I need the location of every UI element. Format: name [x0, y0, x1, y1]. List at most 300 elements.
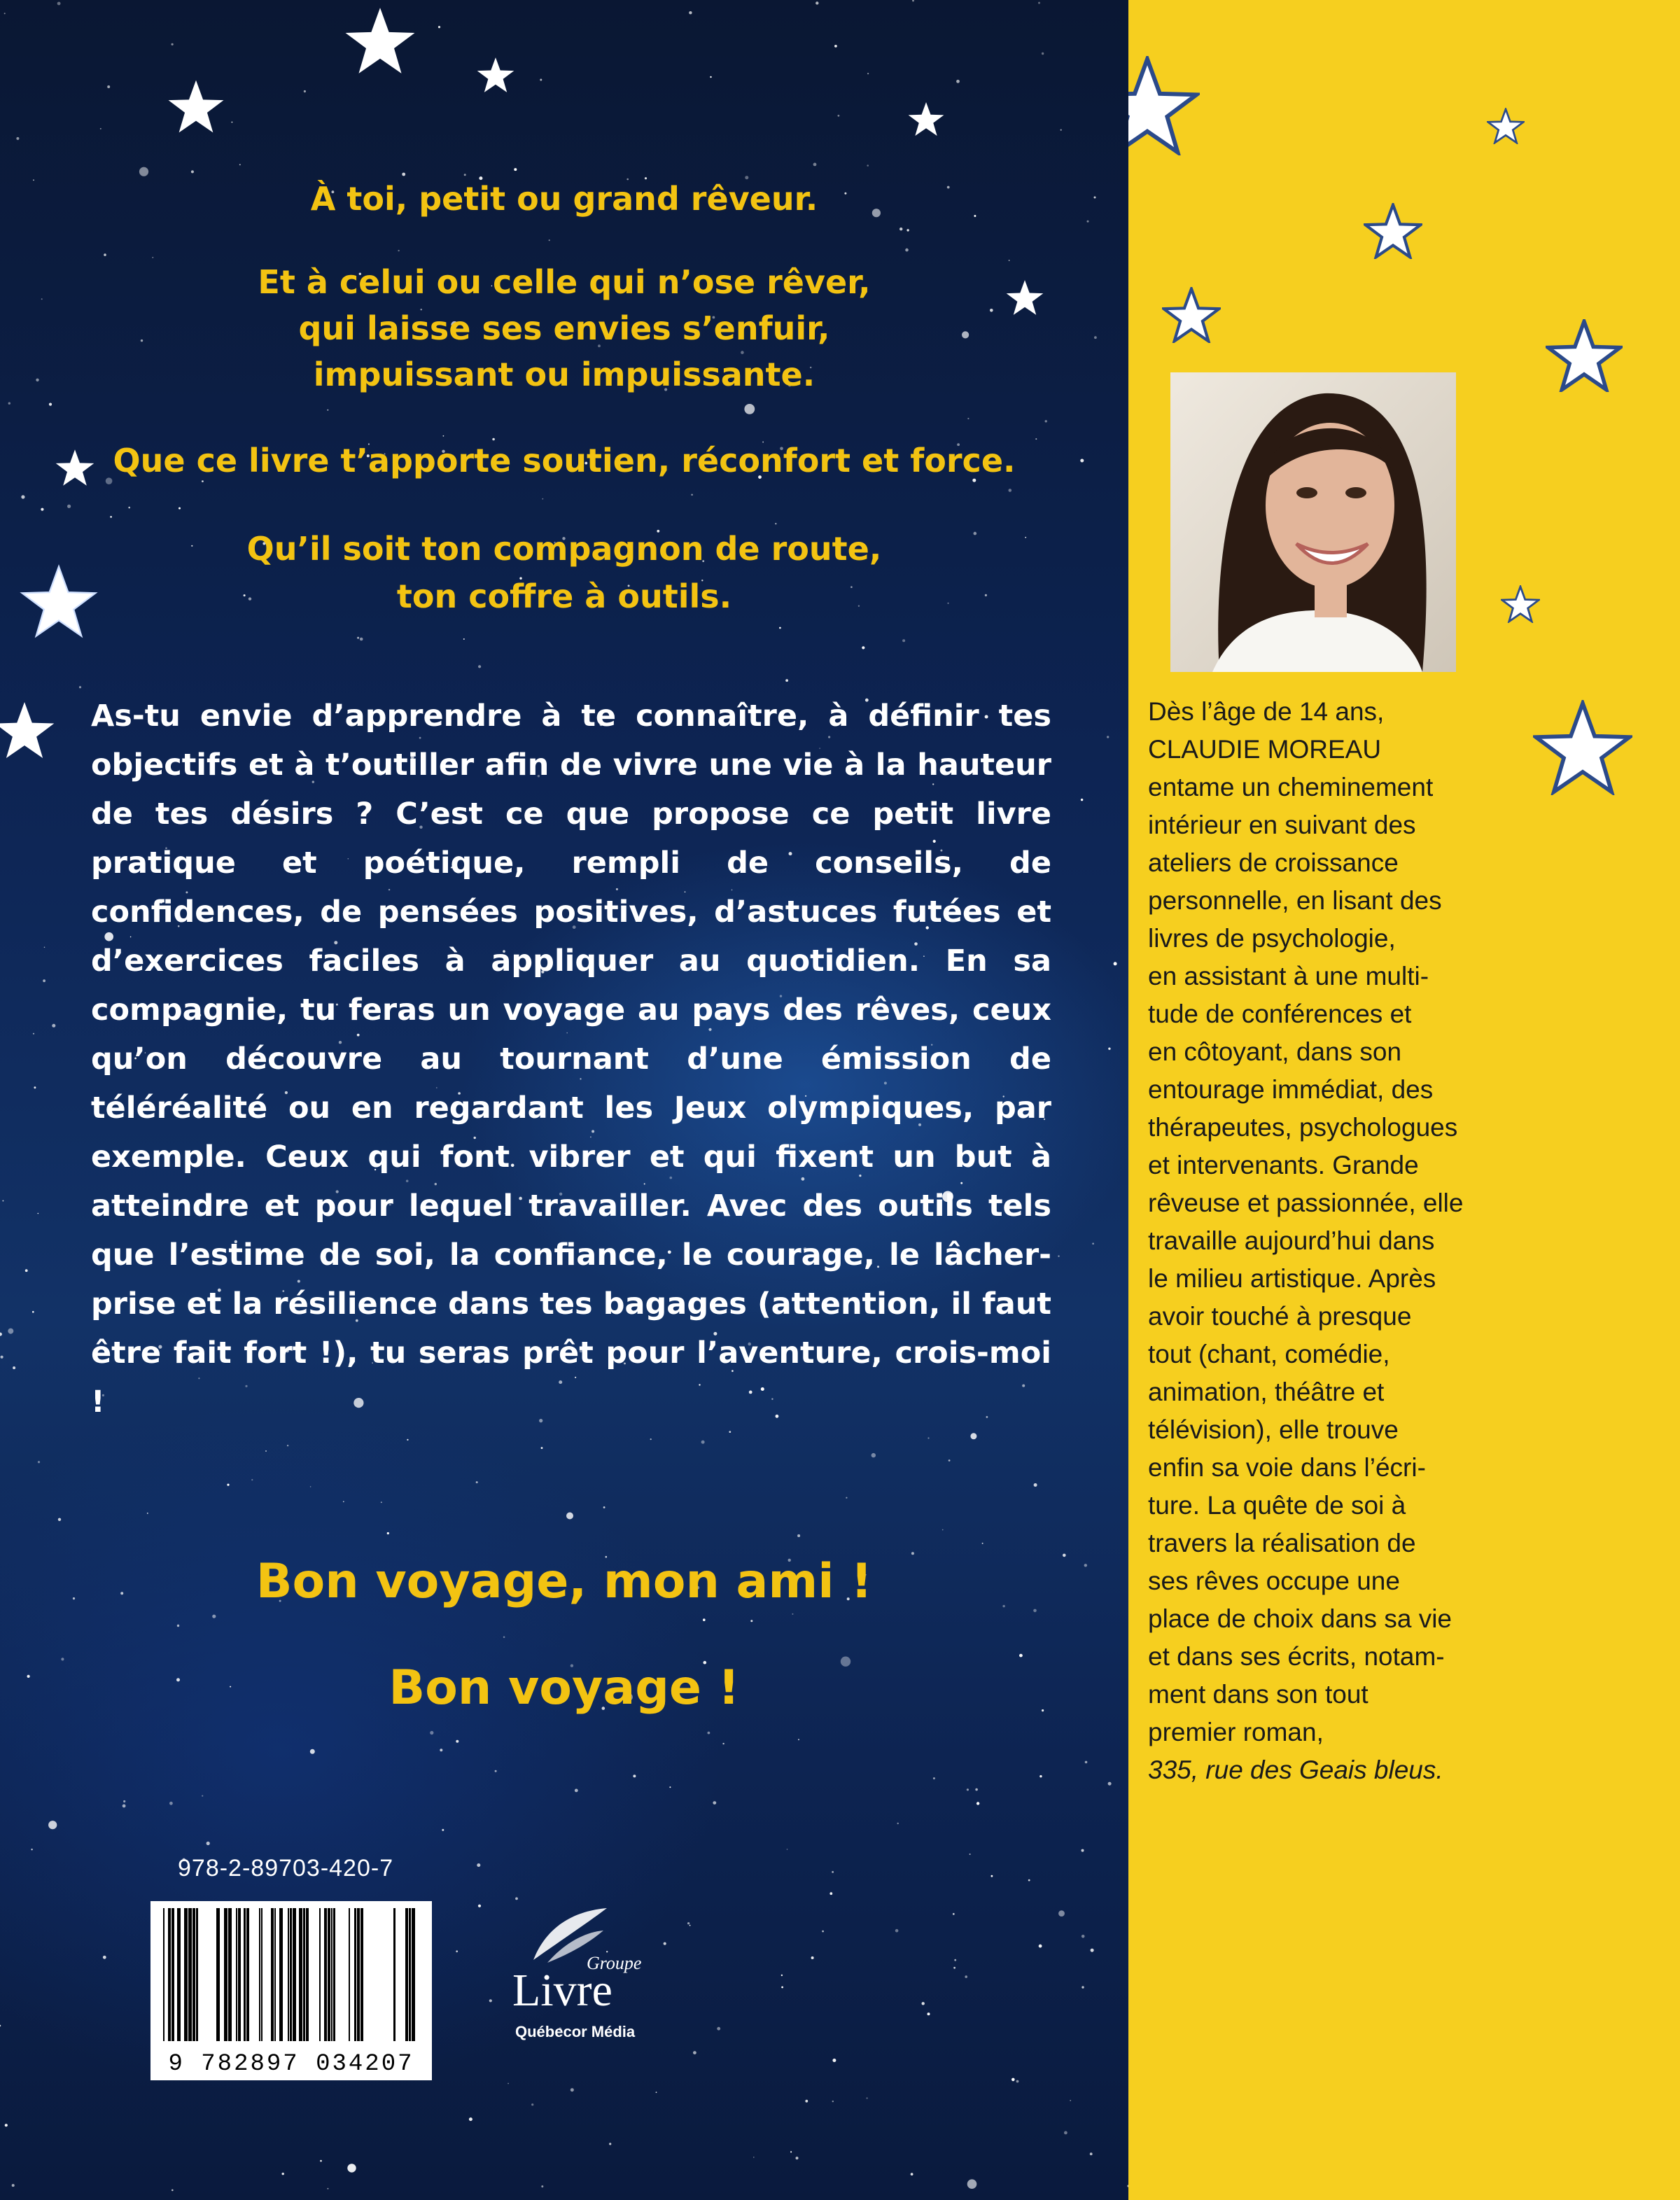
- bio-line: travers la réalisation de: [1148, 1529, 1416, 1557]
- poem-line: Que ce livre t’apporte soutien, réconfort et force.: [113, 442, 1016, 479]
- star-icon: [1533, 700, 1632, 795]
- star-icon: [167, 78, 225, 134]
- barcode-bar: [393, 1908, 396, 2041]
- star-dot: [12, 2184, 15, 2187]
- bio-line: en côtoyant, dans son: [1148, 1037, 1402, 1066]
- star-dot: [41, 298, 43, 300]
- barcode-bar: [324, 1908, 327, 2041]
- star-dot: [440, 1749, 442, 1751]
- star-dot: [902, 639, 905, 642]
- star-dot: [656, 2092, 657, 2093]
- star-dot: [107, 85, 110, 88]
- star-dot: [1082, 1849, 1084, 1852]
- star-dot: [265, 1450, 267, 1452]
- bio-line: rêveuse et passionnée, elle: [1148, 1189, 1464, 1217]
- bio-line: télévision), elle trouve: [1148, 1415, 1399, 1444]
- bio-line: personnelle, en lisant des: [1148, 886, 1442, 915]
- star-dot: [991, 1875, 993, 1877]
- star-dot: [1094, 336, 1097, 339]
- publisher-name: Livre: [512, 1965, 612, 2016]
- star-dot: [438, 26, 440, 28]
- star-dot: [1090, 2152, 1093, 2155]
- star-dot: [540, 79, 542, 81]
- star-dot: [456, 1740, 458, 1743]
- star-dot: [967, 2179, 977, 2189]
- star-dot: [832, 2101, 834, 2102]
- star-dot: [442, 1829, 444, 1831]
- star-dot: [911, 2173, 913, 2176]
- star-dot: [927, 2012, 930, 2015]
- star-dot: [0, 1333, 2, 1336]
- bio-line: entame un cheminement: [1148, 773, 1434, 801]
- bio-book-title: 335, rue des Geais bleus.: [1148, 1756, 1443, 1784]
- star-dot: [669, 1786, 671, 1788]
- star-dot: [1042, 52, 1044, 55]
- star-dot: [16, 137, 19, 140]
- star-dot: [202, 1795, 203, 1797]
- star-dot: [781, 1987, 783, 1989]
- bio-line: thérapeutes, psychologues: [1148, 1113, 1458, 1142]
- star-dot: [953, 1913, 955, 1915]
- star-dot: [1028, 1879, 1030, 1882]
- bio-line: ment dans son tout: [1148, 1680, 1368, 1709]
- star-dot: [44, 947, 46, 948]
- star-icon: [1162, 287, 1221, 343]
- barcode-bar: [216, 1908, 220, 2041]
- star-dot: [25, 1269, 28, 1272]
- star-dot: [172, 2190, 174, 2192]
- star-dot: [797, 1534, 800, 1537]
- star-dot: [633, 1774, 636, 1777]
- star-dot: [710, 76, 711, 78]
- star-dot: [503, 1637, 505, 1639]
- bio-line: premier roman,: [1148, 1718, 1324, 1746]
- star-dot: [33, 1033, 34, 1035]
- star-dot: [122, 1805, 126, 1808]
- star-dot: [897, 1823, 899, 1824]
- star-dot: [282, 2173, 284, 2175]
- star-dot: [402, 173, 405, 176]
- star-dot: [566, 1513, 573, 1520]
- star-dot: [8, 1329, 13, 1334]
- star-dot: [310, 1486, 312, 1487]
- star-dot: [832, 2059, 836, 2062]
- barcode-bar: [184, 1908, 188, 2041]
- star-dot: [541, 1447, 543, 1449]
- star-dot: [838, 115, 840, 117]
- star-icon: [0, 700, 56, 760]
- star-dot: [1058, 1255, 1059, 1256]
- barcode-bar: [244, 1908, 246, 2041]
- star-dot: [781, 1975, 783, 1976]
- star-dot: [1087, 220, 1089, 223]
- publisher-group: Groupe: [587, 1953, 642, 1973]
- star-dot: [36, 379, 38, 381]
- star-dot: [507, 2083, 509, 2085]
- bio-line: travaille aujourd’hui dans: [1148, 1226, 1435, 1255]
- star-dot: [1045, 420, 1047, 422]
- star-icon: [1128, 56, 1200, 155]
- star-dot: [1060, 129, 1062, 131]
- star-dot: [123, 1800, 125, 1802]
- star-dot: [169, 1802, 173, 1805]
- bio-line: entourage immédiat, des: [1148, 1075, 1434, 1104]
- star-dot: [104, 253, 106, 256]
- star-icon: [1364, 203, 1422, 259]
- star-dot: [387, 1532, 389, 1534]
- star-dot: [775, 523, 776, 524]
- star-dot: [227, 1484, 229, 1486]
- star-dot: [822, 1931, 824, 1933]
- barcode-bar: [333, 1908, 335, 2041]
- star-dot: [905, 248, 909, 252]
- star-dot: [816, 1, 818, 4]
- star-dot: [178, 507, 181, 510]
- star-dot: [58, 1518, 61, 1521]
- barcode-bar: [279, 1908, 283, 2041]
- star-icon: [907, 101, 945, 137]
- star-dot: [830, 1892, 832, 1895]
- star-dot: [541, 2185, 543, 2187]
- star-dot: [1064, 2131, 1068, 2135]
- star-icon: [342, 6, 419, 76]
- bio-line: tude de conférences et: [1148, 1000, 1412, 1028]
- star-dot: [49, 403, 52, 406]
- summary-paragraph: As-tu envie d’apprendre à te connaître, à définir tes objectifs et à t’outiller afin de vivre une vie à la hauteur de tes désirs ? C’est ce que propose ce petit livre pratique et poétique, rempli de conseils, de confidences, de pensées positives, d’astuces futées et d’exercices faciles à appliquer au quotidien. En sa compagnie, tu feras un voyage au pays des rêves, ceux qu’on découvre au tournant d’une émission de téléréalité ou en regardant les Jeux olympiques, par exemple. Ceux qui font vibrer et qui fixent un but à atteindre et pour lequel travailler. Avec des outils tels que l’estime de soi, la confiance, le courage, le lâcher-prise et la résilience dans tes bagages (attention, il faut être fait fort !), tu seras prêt pour l’aventure, crois-moi !: [91, 699, 1051, 1420]
- barcode-bar: [261, 1908, 262, 2041]
- star-dot: [1082, 1935, 1085, 1938]
- star-dot: [1038, 2, 1040, 4]
- star-dot: [347, 2164, 356, 2172]
- star-dot: [1092, 1242, 1094, 1245]
- barcode-bar: [196, 1908, 198, 2041]
- bio-line: en assistant à une multi-: [1148, 962, 1429, 990]
- star-dot: [693, 2051, 696, 2054]
- star-dot: [79, 686, 81, 688]
- star-dot: [287, 1445, 288, 1446]
- star-dot: [787, 1849, 788, 1850]
- star-dot: [1058, 1910, 1065, 1917]
- barcode-bar: [274, 1908, 276, 2041]
- star-dot: [927, 1437, 929, 1438]
- star-dot: [128, 507, 130, 509]
- star-dot: [1, 1356, 4, 1359]
- star-dot: [713, 1801, 716, 1805]
- star-dot: [212, 1615, 216, 1618]
- star-dot: [1039, 1945, 1042, 1948]
- star-dot: [103, 1956, 106, 1959]
- poem-line: À toi, petit ou grand rêveur.: [310, 180, 818, 218]
- bio-line: et dans ses écrits, notam-: [1148, 1642, 1445, 1671]
- star-dot: [476, 1481, 478, 1483]
- star-dot: [895, 1929, 899, 1933]
- star-icon: [1501, 585, 1540, 623]
- star-dot: [1016, 2080, 1019, 2083]
- bio-line: Dès l’âge de 14 ans,: [1148, 697, 1385, 726]
- star-dot: [232, 122, 233, 123]
- star-dot: [41, 508, 43, 511]
- star-dot: [191, 170, 194, 173]
- star-dot: [343, 1501, 344, 1502]
- star-dot: [965, 1975, 967, 1978]
- star-dot: [48, 1821, 57, 1829]
- barcode-bar: [290, 1908, 292, 2041]
- star-dot: [489, 1999, 492, 2002]
- star-dot: [792, 1613, 793, 1615]
- star-dot: [495, 1770, 497, 1772]
- star-dot: [1085, 1761, 1088, 1764]
- barcode-bar: [177, 1908, 181, 2041]
- star-dot: [456, 1950, 458, 1952]
- author-bio: [1148, 693, 1540, 1789]
- star-icon: [1487, 108, 1525, 144]
- star-dot: [603, 1506, 606, 1508]
- star-dot: [867, 2097, 868, 2099]
- star-dot: [956, 80, 960, 83]
- star-dot: [32, 1311, 34, 1313]
- star-dot: [8, 402, 10, 405]
- star-dot: [779, 627, 781, 629]
- barcode-bar: [168, 1908, 171, 2041]
- star-dot: [954, 1959, 956, 1961]
- poem-line: impuissant ou impuissante.: [313, 356, 816, 393]
- author-photo: [1170, 372, 1456, 672]
- barcode-bar: [405, 1908, 408, 2041]
- star-dot: [251, 1479, 253, 1480]
- star-dot: [492, 438, 495, 441]
- star-dot: [4, 13, 6, 14]
- star-dot: [1094, 197, 1096, 199]
- star-dot: [899, 227, 902, 230]
- star-dot: [13, 1366, 15, 1369]
- publisher-logo: [498, 1904, 673, 2065]
- star-dot: [832, 1871, 834, 1873]
- barcode-bar: [238, 1908, 241, 2041]
- star-dot: [549, 239, 550, 241]
- star-dot: [1034, 1483, 1037, 1487]
- star-dot: [967, 1788, 969, 1791]
- barcode-bar: [246, 1908, 249, 2041]
- star-dot: [690, 1925, 691, 1926]
- barcode-bar: [354, 1908, 356, 2041]
- star-dot: [703, 1618, 706, 1621]
- star-dot: [310, 1749, 315, 1754]
- star-dot: [304, 90, 306, 92]
- barcode-bar: [228, 1908, 232, 2041]
- star-icon: [1546, 319, 1623, 392]
- closing-line: Bon voyage !: [388, 1660, 740, 1716]
- star-dot: [1091, 1949, 1094, 1952]
- barcode-bars: [160, 1908, 422, 2041]
- barcode-bar: [349, 1908, 350, 2041]
- star-dot: [689, 11, 692, 14]
- star-dot: [477, 1863, 480, 1867]
- star-dot: [982, 1543, 983, 1544]
- star-dot: [1114, 962, 1117, 965]
- star-dot: [514, 168, 517, 171]
- star-dot: [1035, 438, 1037, 440]
- barcode-bar: [412, 1908, 415, 2041]
- star-dot: [846, 1497, 847, 1499]
- star-dot: [687, 1922, 690, 1924]
- star-dot: [872, 1453, 876, 1457]
- star-dot: [729, 1431, 731, 1433]
- star-icon: [476, 56, 515, 94]
- star-dot: [27, 1675, 30, 1678]
- bio-line: intérieur en suivant des: [1148, 811, 1416, 839]
- star-dot: [862, 646, 864, 649]
- star-dot: [147, 1513, 148, 1514]
- star-dot: [575, 1789, 578, 1793]
- bio-line: CLAUDIE MOREAU: [1148, 735, 1382, 764]
- star-dot: [805, 2100, 808, 2103]
- closing-line: Bon voyage, mon ami !: [255, 1554, 873, 1609]
- barcode-bar: [259, 1908, 260, 2041]
- barcode-bar: [299, 1908, 302, 2041]
- star-dot: [177, 1625, 179, 1627]
- star-dot: [708, 1732, 710, 1735]
- barcode-bar: [271, 1908, 274, 2041]
- bio-line: enfin sa voie dans l’écri-: [1148, 1453, 1426, 1482]
- star-dot: [1080, 459, 1084, 463]
- barcode-bar: [188, 1908, 192, 2041]
- star-dot: [1009, 260, 1010, 261]
- star-dot: [811, 1956, 814, 1959]
- bio-line: animation, théâtre et: [1148, 1378, 1385, 1406]
- star-dot: [967, 418, 969, 419]
- star-dot: [1108, 1782, 1112, 1786]
- star-dot: [21, 495, 24, 498]
- star-dot: [798, 1739, 799, 1740]
- barcode-bar: [357, 1908, 360, 2041]
- barcode-bar: [224, 1908, 227, 2041]
- star-dot: [796, 2157, 799, 2159]
- star-dot: [867, 164, 869, 167]
- star-dot: [206, 1842, 210, 1845]
- star-dot: [650, 1438, 652, 1440]
- star-dot: [478, 1905, 481, 1907]
- star-dot: [357, 637, 359, 639]
- star-dot: [1081, 799, 1083, 801]
- star-dot: [717, 2027, 720, 2031]
- star-dot: [33, 179, 34, 181]
- star-dot: [531, 2103, 533, 2106]
- star-dot: [953, 1967, 955, 1969]
- star-dot: [463, 638, 465, 640]
- barcode-bar: [319, 1908, 321, 2041]
- star-dot: [912, 0, 914, 1]
- bio-line: tout (chant, comédie,: [1148, 1340, 1390, 1368]
- barcode: [150, 1901, 432, 2080]
- poem-line: ton coffre à outils.: [396, 577, 732, 615]
- barcode-bar: [306, 1908, 309, 2041]
- star-dot: [1108, 1048, 1110, 1050]
- barcode-bar: [163, 1908, 164, 2041]
- star-dot: [741, 351, 744, 354]
- star-dot: [478, 665, 481, 668]
- star-dot: [813, 163, 817, 167]
- barcode-bar: [360, 1908, 363, 2041]
- star-dot: [5, 2124, 8, 2127]
- star-dot: [744, 404, 755, 414]
- bio-line: le milieu artistique. Après: [1148, 1264, 1436, 1293]
- star-dot: [430, 1731, 433, 1735]
- star-dot: [152, 257, 153, 258]
- star-dot: [38, 1461, 40, 1463]
- star-dot: [38, 1213, 39, 1214]
- star-dot: [34, 1086, 36, 1088]
- star-dot: [515, 1898, 518, 1900]
- poem-line: Et à celui ou celle qui n’ose rêver,: [258, 263, 871, 301]
- star-dot: [1009, 489, 1012, 492]
- star-dot: [906, 229, 909, 231]
- barcode-bar: [192, 1908, 195, 2041]
- barcode-bar: [328, 1908, 330, 2041]
- star-dot: [172, 43, 174, 45]
- star-dot: [867, 73, 869, 74]
- star-dot: [202, 480, 204, 482]
- star-dot: [1082, 1986, 1084, 1988]
- barcode-bar: [303, 1908, 305, 2041]
- star-dot: [57, 2, 61, 6]
- star-dot: [834, 45, 837, 48]
- star-dot: [1040, 1775, 1042, 1777]
- star-dot: [933, 1777, 935, 1779]
- star-dot: [542, 498, 543, 500]
- star-dot: [948, 1459, 951, 1462]
- bio-line: ture. La quête de soi à: [1148, 1491, 1406, 1520]
- star-dot: [327, 2188, 328, 2190]
- star-dot: [43, 979, 46, 982]
- star-dot: [320, 2160, 322, 2162]
- star-dot: [327, 409, 328, 411]
- barcode-bar: [288, 1908, 289, 2041]
- star-dot: [701, 1441, 705, 1444]
- barcode-bar: [172, 1908, 174, 2041]
- star-dot: [753, 2157, 755, 2158]
- barcode-number: 9 782897 034207: [168, 2051, 414, 2078]
- star-dot: [2, 1200, 4, 1202]
- star-dot: [0, 2025, 1, 2026]
- bio-line: avoir touché à presque: [1148, 1302, 1412, 1331]
- star-dot: [52, 1024, 55, 1028]
- star-dot: [469, 2117, 472, 2121]
- star-dot: [970, 1433, 976, 1439]
- star-dot: [381, 1501, 382, 1503]
- barcode-bar: [293, 1908, 296, 2041]
- star-dot: [1019, 1654, 1023, 1658]
- star-dot: [942, 1529, 944, 1531]
- bio-line: et intervenants. Grande: [1148, 1151, 1419, 1179]
- barcode-bar: [409, 1908, 411, 2041]
- bio-line: livres de psychologie,: [1148, 924, 1396, 953]
- barcode-bar: [331, 1908, 332, 2041]
- star-dot: [969, 1854, 971, 1855]
- star-dot: [1107, 736, 1109, 738]
- star-dot: [1070, 2100, 1071, 2101]
- star-dot: [239, 164, 241, 165]
- star-dot: [464, 174, 466, 176]
- star-dot: [975, 1788, 978, 1791]
- poem-line: Qu’il soit ton compagnon de route,: [246, 530, 882, 568]
- star-dot: [67, 505, 71, 508]
- publisher-parent: Québecor Média: [515, 2023, 636, 2040]
- isbn-label: 978-2-89703-420-7: [178, 1855, 394, 1882]
- star-dot: [139, 167, 148, 176]
- bio-line: place de choix dans sa vie: [1148, 1604, 1452, 1633]
- star-dot: [976, 1802, 979, 1805]
- poem-line: qui laisse ses envies s’enfuir,: [298, 309, 830, 347]
